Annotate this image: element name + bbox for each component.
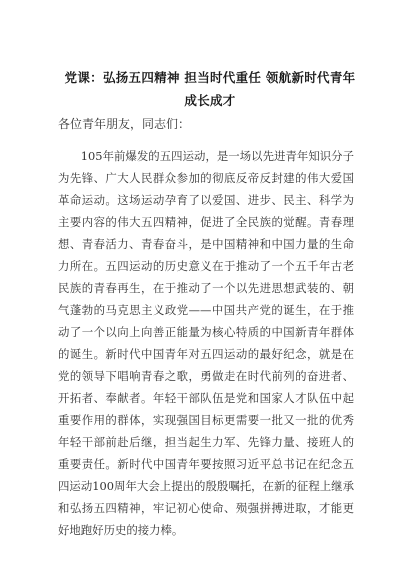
greeting-line: 各位青年朋友，同志们： [58, 117, 191, 131]
body-paragraph: 105年前爆发的五四运动，是一场以先进青年知识分子为先锋、广大人民群众参加的彻底反帝反封建的伟大爱国革命运动。这场运动孕育了以爱国、进步、民主、科学为主要内容的伟大五四精神，促进了全民族的觉醒。青春理想、青春活力、青春奋斗，是中国精神和中国力量的生命力所在。五四运动的历史意义在于推动了一个五千年古老民族的青春再生，在于推动了一个以先进思想武装的、朝气蓬勃的马克思主义政党——中国共产党的诞生，在于推动了一个以向上向善正能量为核心特质的中国新青年群体的诞生。新时代中国青年对五四运动的最好纪念，就是在党的领导下唱响青春之歌，勇做走在时代前列的奋进者、开拓者、奉献者。年轻干部队伍是党和国家人才队伍中起重要作用的群体，实现强国目标更需要一批又一批的优秀年轻干部前赴后继，担当起生力军、先锋力量、接班人的重要责任。新时代中国青年要按照习近平总书记在纪念五四运动100周年大会上提出的殷殷嘱托，在新的征程上继承和弘扬五四精神，牢记初心使命、殒强拼搏进取，才能更好地跑好历史的接力棒。 [58, 149, 354, 537]
document-title: 党课：弘扬五四精神 担当时代重任 领航新时代青年成长成才 [64, 70, 356, 108]
